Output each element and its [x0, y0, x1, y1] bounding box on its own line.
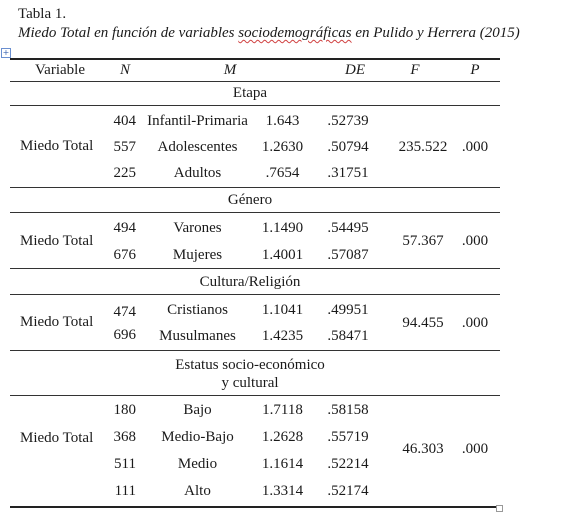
- category-cell: Adolescentes: [157, 139, 238, 155]
- header-n: N: [119, 62, 130, 78]
- m-cell: 1.4235: [261, 328, 304, 344]
- f-cell: 235.522: [398, 139, 448, 155]
- de-cell: .58158: [327, 402, 369, 418]
- n-cell: 180: [113, 402, 136, 418]
- m-cell: 1.1614: [261, 456, 304, 472]
- category-cell: Cristianos: [167, 302, 228, 318]
- category-cell: Varones: [173, 220, 222, 236]
- category-cell: Mujeres: [172, 247, 223, 263]
- group-heading: Etapa: [232, 85, 268, 101]
- header-p: P: [470, 62, 480, 78]
- f-cell: 57.367: [402, 233, 444, 249]
- de-cell: .31751: [327, 165, 369, 181]
- category-cell: Medio-Bajo: [161, 429, 234, 445]
- header-rule: [10, 81, 500, 82]
- table-title: [18, 24, 520, 43]
- de-cell: .49951: [327, 302, 369, 318]
- etapa-heading-rule: [10, 105, 500, 106]
- n-cell: 511: [114, 456, 136, 472]
- category-cell: Musulmanes: [159, 328, 236, 344]
- n-cell: 368: [113, 429, 136, 445]
- table-caption: [18, 5, 520, 43]
- header-m: M: [223, 62, 237, 78]
- group-heading: Cultura/Religión: [199, 274, 301, 290]
- p-cell: .000: [461, 233, 489, 249]
- group-heading: Género: [227, 192, 273, 208]
- cultura-heading-rule: [10, 294, 500, 295]
- n-cell: 404: [113, 113, 136, 129]
- header-f: F: [410, 62, 420, 78]
- etapa-bottom-rule: [10, 187, 500, 188]
- n-cell: 474: [113, 304, 136, 320]
- table-move-handle-icon[interactable]: +: [2, 48, 10, 57]
- variable-cell: Miedo Total: [20, 314, 94, 330]
- m-cell: 1.643: [265, 113, 300, 129]
- f-cell: 94.455: [402, 315, 444, 331]
- table-bottom-rule: [10, 506, 500, 508]
- group-heading-line2: y cultural: [221, 375, 279, 391]
- m-cell: 1.3314: [261, 483, 304, 499]
- header-de: DE: [345, 62, 365, 78]
- de-cell: .52214: [327, 456, 369, 472]
- table-label: Tabla 1.: [18, 6, 67, 22]
- p-cell: .000: [461, 315, 489, 331]
- header-variable: Variable: [35, 62, 85, 78]
- title-part-1: Miedo Total en función de variables: [18, 25, 239, 41]
- n-cell: 111: [114, 483, 136, 499]
- genero-bottom-rule: [10, 268, 500, 269]
- title-part-2: en Pulido y Herrera (2015): [351, 25, 520, 41]
- group-heading: Estatus socio-económico: [175, 357, 325, 373]
- category-cell: Alto: [184, 483, 211, 499]
- de-cell: .54495: [327, 220, 369, 236]
- n-cell: 676: [113, 247, 136, 263]
- category-cell: Adultos: [173, 165, 222, 181]
- variable-cell: Miedo Total: [20, 138, 94, 154]
- table-top-rule: [10, 58, 500, 60]
- f-cell: 46.303: [402, 441, 444, 457]
- de-cell: .52739: [327, 113, 369, 129]
- de-cell: .57087: [327, 247, 369, 263]
- estatus-heading-rule: [10, 395, 500, 396]
- p-cell: .000: [461, 139, 489, 155]
- de-cell: .52174: [327, 483, 369, 499]
- genero-heading-rule: [10, 212, 500, 213]
- variable-cell: Miedo Total: [20, 430, 94, 446]
- m-cell: 1.4001: [261, 247, 304, 263]
- category-cell: Bajo: [183, 402, 212, 418]
- m-cell: 1.1041: [261, 302, 304, 318]
- category-cell: Infantil-Primaria: [147, 113, 248, 129]
- de-cell: .55719: [327, 429, 369, 445]
- m-cell: 1.7118: [262, 402, 303, 418]
- m-cell: 1.2628: [261, 429, 304, 445]
- n-cell: 225: [113, 165, 136, 181]
- de-cell: .58471: [327, 328, 369, 344]
- table-resize-handle-icon[interactable]: [496, 505, 503, 512]
- m-cell: .7654: [265, 165, 300, 181]
- m-cell: 1.1490: [261, 220, 304, 236]
- n-cell: 494: [113, 220, 136, 236]
- category-cell: Medio: [177, 456, 218, 472]
- cultura-bottom-rule: [10, 350, 500, 351]
- m-cell: 1.2630: [261, 139, 304, 155]
- title-spellcheck-word: sociodemográficas: [238, 25, 352, 41]
- n-cell: 696: [113, 327, 136, 343]
- variable-cell: Miedo Total: [20, 233, 94, 249]
- n-cell: 557: [113, 139, 136, 155]
- p-cell: .000: [461, 441, 489, 457]
- de-cell: .50794: [327, 139, 369, 155]
